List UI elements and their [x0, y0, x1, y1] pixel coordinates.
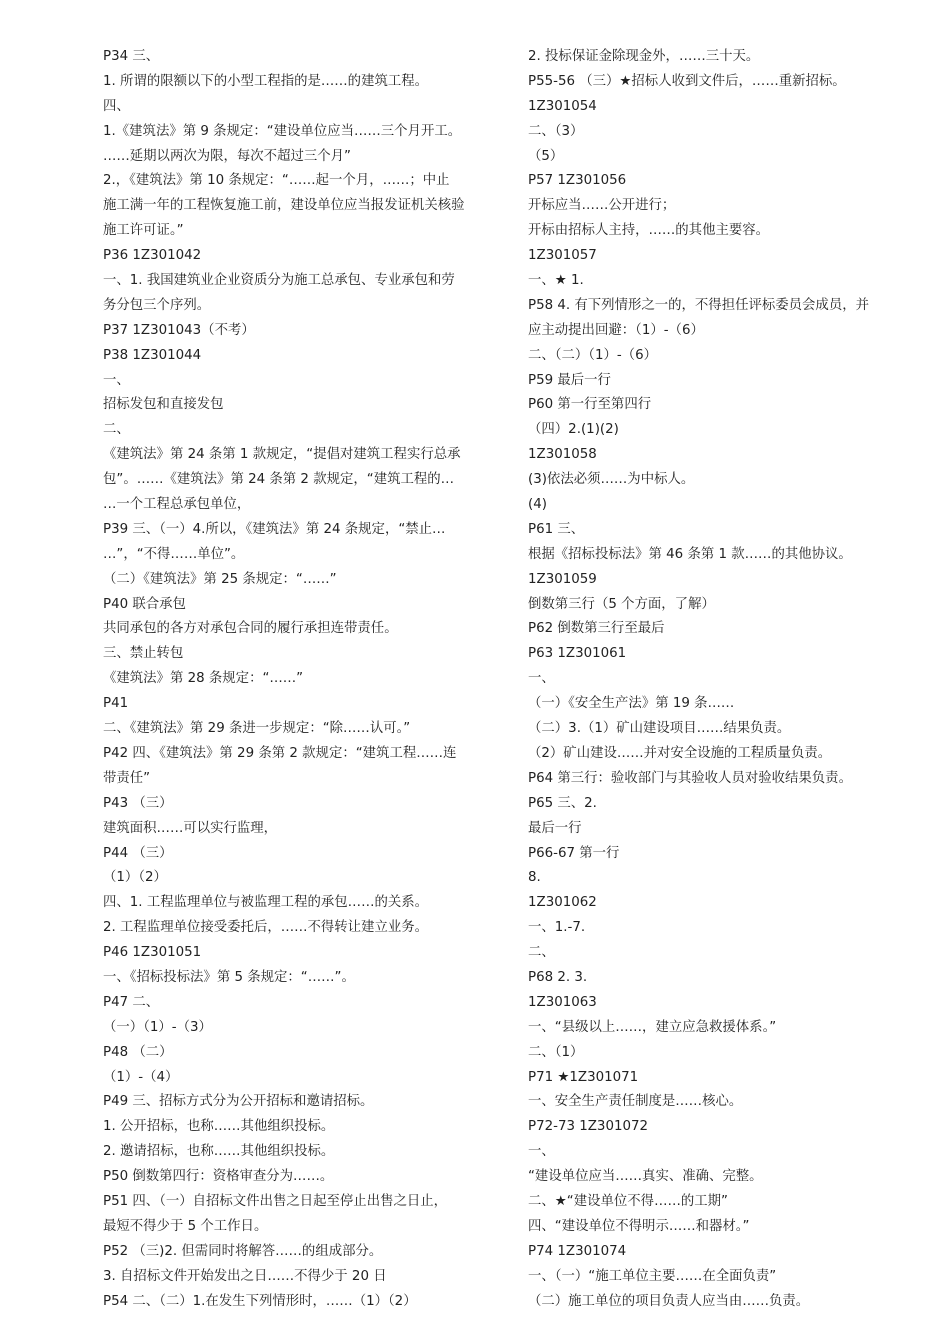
- left-column-line: P42 四、《建筑法》第 29 条第 2 款规定：“建筑工程……连: [103, 745, 457, 761]
- left-column-line: 最短不得少于 5 个工作日。: [103, 1218, 268, 1234]
- left-column: [103, 45, 498, 1314]
- right-column-line: 一、: [528, 671, 555, 687]
- left-column-line: 2. 邀请招标，也称……其他组织投标。: [103, 1144, 335, 1160]
- left-column-line: 1. 所谓的限额以下的小型工程指的是……的建筑工程。: [103, 73, 429, 89]
- left-column-line: 二、《建筑法》第 29 条进一步规定：“除……认可。”: [103, 721, 411, 737]
- right-column-line: 二、（二）（1）-（6）: [528, 347, 657, 363]
- left-column-line: 施工满一年的工程恢复施工前，建设单位应当报发证机关核验: [103, 198, 465, 214]
- right-column-line: 一、: [528, 1144, 555, 1160]
- left-column-line: P38 1Z301044: [103, 347, 202, 363]
- right-column-line: （一）《安全生产法》第 19 条……: [528, 696, 735, 712]
- left-column-line: 2.，《建筑法》第 10 条规定：“……起一个月，……；中止: [103, 173, 450, 189]
- left-column-line: 施工许可证。”: [103, 223, 184, 239]
- left-column-line: （1）-（4）: [103, 1069, 179, 1085]
- left-column-line: …一个工程总承包单位，: [103, 497, 251, 513]
- left-column-line: P50 倒数第四行：资格审查分为……。: [103, 1169, 334, 1185]
- right-column-line: 1Z301062: [528, 895, 597, 911]
- left-column-line: 《建筑法》第 28 条规定：“……”: [103, 671, 304, 687]
- right-column-line: P65 三、2.: [528, 795, 597, 811]
- right-column-line: 1Z301063: [528, 994, 597, 1010]
- right-column-line: 一、“县级以上……，建立应急救援体系。”: [528, 1019, 777, 1035]
- left-column-line: 一、: [103, 372, 130, 388]
- left-column-line: 一、《招标投标法》第 5 条规定：“……”。: [103, 969, 355, 985]
- right-column-line: P72-73 1Z301072: [528, 1119, 649, 1135]
- right-column-line: P60 第一行至第四行: [528, 397, 652, 413]
- right-column-line: 一、安全生产责任制度是……核心。: [528, 1094, 743, 1110]
- right-column-line: （2）矿山建设……并对安全设施的工程质量负责。: [528, 745, 832, 761]
- left-column-line: P41: [103, 696, 129, 712]
- left-column-line: 二、: [103, 422, 130, 438]
- left-column-line: P36 1Z301042: [103, 248, 202, 264]
- left-column-line: P43 （三）: [103, 795, 173, 811]
- right-column-line: P57 1Z301056: [528, 173, 627, 189]
- right-column-line: （二）施工单位的项目负责人应当由……负责。: [528, 1293, 810, 1309]
- left-column-line: P39 三、（一）4.所以，《建筑法》第 24 条规定，“禁止…: [103, 521, 446, 537]
- left-column-line: 招标发包和直接发包: [103, 397, 224, 413]
- right-column-line: P61 三、: [528, 521, 585, 537]
- left-column-line: 一、1. 我国建筑业企业资质分为施工总承包、专业承包和劳: [103, 273, 455, 289]
- left-column-line: ……延期以两次为限，每次不超过三个月”: [103, 148, 351, 164]
- left-column-line: P51 四、（一）自招标文件出售之日起至停止出售之日止，: [103, 1193, 448, 1209]
- left-column-line: P37 1Z301043（不考）: [103, 322, 255, 338]
- left-column-line: P47 二、: [103, 994, 160, 1010]
- right-column-line: P66-67 第一行: [528, 845, 620, 861]
- right-column-line: （四）2.(1)(2): [528, 422, 619, 438]
- right-column-line: P74 1Z301074: [528, 1243, 627, 1259]
- left-column-line: P54 二、（二）1.在发生下列情形时，……（1）（2）: [103, 1293, 417, 1309]
- right-column-line: 1Z301057: [528, 248, 597, 264]
- left-column-line: 四、: [103, 98, 130, 114]
- left-column-line: P49 三、招标方式分为公开招标和邀请招标。: [103, 1094, 374, 1110]
- right-column-line: （二）3.（1）矿山建设项目……结果负责。: [528, 721, 791, 737]
- right-column-line: 二、（1）: [528, 1044, 584, 1060]
- right-column-line: 倒数第三行（5 个方面，了解）: [528, 596, 715, 612]
- right-column-line: P58 4. 有下列情形之一的，不得担任评标委员会成员，并: [528, 297, 869, 313]
- left-column-line: P48 （二）: [103, 1044, 173, 1060]
- left-column-line: P40 联合承包: [103, 596, 186, 612]
- right-column-line: 二、★“建设单位不得……的工期”: [528, 1193, 728, 1209]
- left-column-line: 四、1. 工程监理单位与被监理工程的承包……的关系。: [103, 895, 429, 911]
- left-column-line: 包”。……《建筑法》第 24 条第 2 款规定，“建筑工程的…: [103, 472, 455, 488]
- right-column-line: P64 第三行：验收部门与其验收人员对验收结果负责。: [528, 770, 852, 786]
- right-column-line: 2. 投标保证金除现金外，……三十天。: [528, 49, 760, 64]
- left-column-line: （一）（1）-（3）: [103, 1019, 212, 1035]
- right-column-line: 一、（一）“施工单位主要……在全面负责”: [528, 1268, 777, 1284]
- left-column-line: （1）（2）: [103, 870, 167, 886]
- right-column-line: P59 最后一行: [528, 372, 611, 388]
- left-column-line: （二）《建筑法》第 25 条规定：“……”: [103, 571, 337, 587]
- left-column-line: 《建筑法》第 24 条第 1 款规定，“提倡对建筑工程实行总承: [103, 447, 461, 463]
- right-column-line: 应主动提出回避：（1）-（6）: [528, 322, 704, 338]
- right-column-line: 一、★ 1.: [528, 273, 584, 289]
- right-column-line: 1Z301059: [528, 571, 597, 587]
- left-column-line: 共同承包的各方对承包合同的履行承担连带责任。: [103, 621, 398, 637]
- right-column-line: 开标由招标人主持，……的其他主要容。: [528, 223, 770, 239]
- right-column-line: P71 ★1Z301071: [528, 1069, 639, 1085]
- left-column-line: 2. 工程监理单位接受委托后，……不得转让建立业务。: [103, 920, 429, 936]
- left-column-line: P34 三、: [103, 49, 160, 64]
- right-column-line: 1Z301054: [528, 98, 597, 114]
- right-column-line: (3)依法必须……为中标人。: [528, 472, 695, 488]
- right-column-line: P63 1Z301061: [528, 646, 627, 662]
- right-column-line: P62 倒数第三行至最后: [528, 621, 665, 637]
- right-column-line: P68 2. 3.: [528, 969, 588, 985]
- left-column-line: 1. 公开招标，也称……其他组织投标。: [103, 1119, 335, 1135]
- right-column-line: 开标应当……公开进行；: [528, 198, 676, 214]
- right-column-line: 根据《招标投标法》第 46 条第 1 款……的其他协议。: [528, 546, 852, 562]
- right-column-line: (4): [528, 497, 547, 513]
- left-column-line: 1.《建筑法》第 9 条规定：“建设单位应当……三个月开工。: [103, 123, 462, 139]
- left-column-line: 3. 自招标文件开始发出之日……不得少于 20 日: [103, 1268, 387, 1284]
- right-column-line: 1Z301058: [528, 447, 597, 463]
- right-column-line: “建设单位应当……真实、准确、完整。: [528, 1169, 763, 1185]
- left-column-line: P46 1Z301051: [103, 945, 202, 961]
- left-column-line: P44 （三）: [103, 845, 173, 861]
- right-column-line: 四、“建设单位不得明示……和器材。”: [528, 1218, 750, 1234]
- right-column-line: 8.: [528, 870, 541, 886]
- right-column-line: （5）: [528, 148, 564, 164]
- left-column-line: 建筑面积……可以实行监理，: [103, 820, 278, 836]
- left-column-line: 三、禁止转包: [103, 646, 184, 662]
- left-column-line: …”，“不得……单位”。: [103, 546, 245, 562]
- right-column-line: 二、（3）: [528, 123, 584, 139]
- right-column: [528, 45, 923, 1314]
- left-column-line: 务分包三个序列。: [103, 297, 211, 313]
- right-column-line: 一、1.-7.: [528, 920, 586, 936]
- left-column-line: 带责任”: [103, 770, 151, 786]
- left-column-line: P52 （三)2. 但需同时将解答……的组成部分。: [103, 1243, 383, 1259]
- right-column-line: 最后一行: [528, 820, 582, 836]
- right-column-line: P55-56 （三）★招标人收到文件后，……重新招标。: [528, 73, 846, 89]
- right-column-line: 二、: [528, 945, 555, 961]
